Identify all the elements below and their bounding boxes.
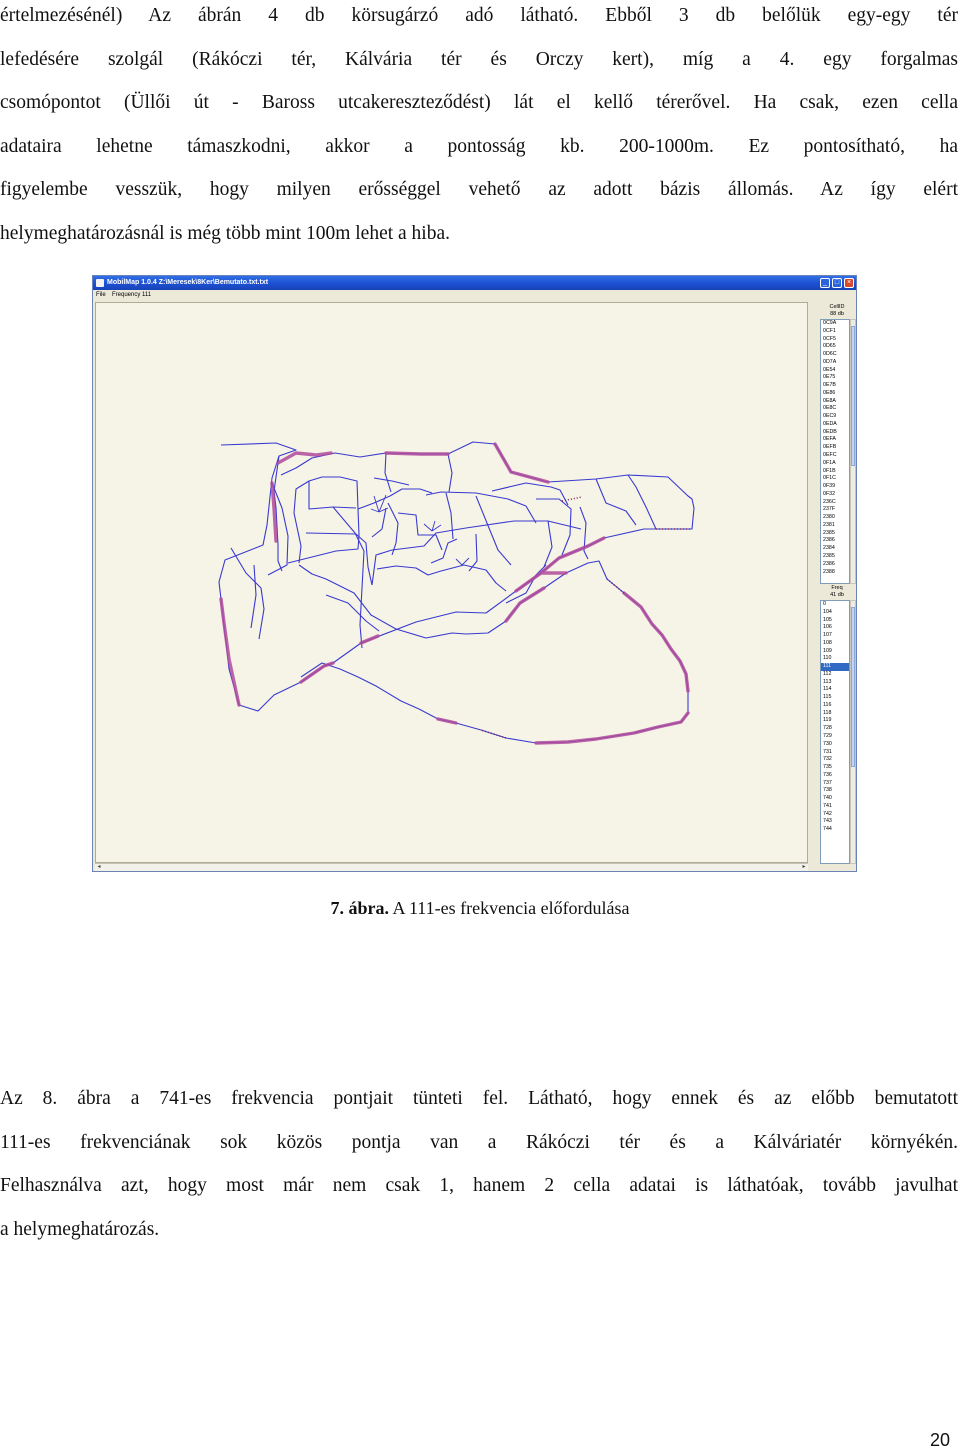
- list-item[interactable]: 108: [823, 639, 832, 646]
- route-map: [96, 303, 807, 862]
- list-item[interactable]: 0D6C: [823, 351, 837, 358]
- list-item[interactable]: 0E8C: [823, 405, 837, 412]
- text-line: csomópontot (Üllői út - Baross utcakereszteződést) lát el kellő térerővel. Ha csak, ezen cella: [0, 92, 958, 113]
- text-line: helymeghatározásnál is még több mint 100m lehet a hiba.: [0, 222, 451, 244]
- window-title: MobilMap 1.0.4 Z:\Meresek\8Ker\Bemutato.txt.txt: [107, 279, 269, 286]
- list-item[interactable]: 0F39: [823, 483, 836, 490]
- list-item[interactable]: 2388: [823, 568, 835, 575]
- text-line: Az 8. ábra a 741-es frekvencia pontjait tünteti fel. Látható, hogy ennek és az előbb bemutatott: [0, 1088, 958, 1109]
- list-item[interactable]: 2386: [823, 537, 835, 544]
- menu-file[interactable]: File: [96, 292, 106, 298]
- paragraph-2: [0, 1077, 958, 1251]
- list-item[interactable]: 0C9A: [823, 320, 837, 326]
- list-item[interactable]: 0CF1: [823, 327, 836, 334]
- list-item[interactable]: 118: [823, 709, 832, 716]
- list-item[interactable]: 116: [823, 701, 832, 708]
- text-line: figyelembe vesszük, hogy milyen erősséggel vehető az adott bázis állomás. Az így elért: [0, 179, 958, 200]
- text-line: a helymeghatározás.: [0, 1218, 160, 1240]
- list-item[interactable]: 742: [823, 810, 832, 817]
- close-icon[interactable]: ×: [844, 278, 854, 288]
- figure-caption: [0, 896, 960, 920]
- text-line: Felhasználva azt, hogy most már nem csak 1, hanem 2 cella adatai is láthatóak, tovább javulhat: [0, 1175, 958, 1196]
- minimize-icon[interactable]: _: [820, 278, 830, 288]
- list-item[interactable]: 735: [823, 764, 832, 771]
- list-item[interactable]: 112: [823, 670, 832, 677]
- text-line: 111-es frekvenciának sok közös pontja van a Rákóczi tér és a Kálváriatér környékén.: [0, 1131, 958, 1153]
- list-item[interactable]: 0EC9: [823, 413, 837, 420]
- list-item[interactable]: 111: [821, 663, 849, 671]
- list-item[interactable]: 105: [823, 616, 832, 623]
- text-line: adataira lehetne támaszkodni, akkor a pontosság kb. 200-1000m. Ez pontosítható, ha: [0, 135, 958, 157]
- window-titlebar: [93, 276, 856, 290]
- scroll-left-icon[interactable]: ◂: [97, 864, 101, 870]
- list-item[interactable]: 237F: [823, 506, 836, 513]
- list-item[interactable]: 2384: [823, 545, 835, 552]
- cellid-scrollbar[interactable]: [850, 319, 856, 584]
- list-item[interactable]: 736: [823, 771, 832, 778]
- cellid-scroll-thumb[interactable]: [851, 326, 855, 466]
- list-item[interactable]: 730: [823, 740, 832, 747]
- text-line: lefedésére szolgál (Rákóczi tér, Kálvária tér és Orczy kert), míg a 4. egy forgalmas: [0, 48, 958, 70]
- list-item[interactable]: 0F32: [823, 490, 836, 497]
- menu-bar: [93, 290, 856, 300]
- list-item[interactable]: 110: [823, 655, 832, 662]
- list-item[interactable]: 0F1B: [823, 467, 836, 474]
- freq-scrollbar[interactable]: [850, 600, 856, 864]
- list-item[interactable]: 0E86: [823, 389, 836, 396]
- list-item[interactable]: 740: [823, 795, 832, 802]
- list-item[interactable]: 0E7B: [823, 382, 836, 389]
- list-item[interactable]: 731: [823, 748, 832, 755]
- list-item[interactable]: 0F1A: [823, 459, 836, 466]
- list-item[interactable]: 741: [823, 802, 832, 809]
- list-item[interactable]: 109: [823, 647, 832, 654]
- list-item[interactable]: 113: [823, 678, 832, 685]
- frequency-111-dots: [481, 497, 692, 738]
- list-item[interactable]: 743: [823, 818, 832, 825]
- page-number: 20: [929, 1430, 950, 1450]
- text-line: értelmezésénél) Az ábrán 4 db körsugárzó adó látható. Ebből 3 db belőlük egy-egy tér: [0, 5, 958, 26]
- mobilmap-screenshot: [92, 275, 857, 872]
- freq-list[interactable]: [820, 600, 850, 864]
- map-canvas[interactable]: [95, 302, 808, 863]
- list-item[interactable]: 0EFC: [823, 452, 837, 459]
- menu-frequency[interactable]: Frequency 111: [112, 292, 152, 298]
- list-item[interactable]: 744: [823, 826, 832, 833]
- list-item[interactable]: 0F1C: [823, 475, 836, 482]
- freq-scroll-thumb[interactable]: [851, 607, 855, 767]
- list-item[interactable]: 732: [823, 756, 832, 763]
- app-icon: [96, 279, 104, 287]
- freq-title: Freq: [831, 585, 843, 591]
- list-item[interactable]: 0EDB: [823, 428, 837, 435]
- cellid-header: [820, 304, 854, 318]
- list-item[interactable]: 2380: [823, 514, 835, 521]
- freq-header: [820, 585, 854, 599]
- horizontal-scrollbar[interactable]: [95, 863, 808, 871]
- list-item[interactable]: 104: [823, 608, 832, 615]
- list-item[interactable]: 729: [823, 733, 832, 740]
- list-item[interactable]: 0D7A: [823, 358, 837, 365]
- list-item[interactable]: 0EFB: [823, 444, 837, 451]
- list-item[interactable]: 2385: [823, 529, 835, 536]
- list-item[interactable]: 728: [823, 725, 832, 732]
- list-item[interactable]: 0EDA: [823, 420, 837, 427]
- list-item[interactable]: 106: [823, 624, 832, 631]
- freq-count: 41 db: [830, 592, 844, 598]
- list-item[interactable]: 2386: [823, 560, 835, 567]
- list-item[interactable]: 738: [823, 787, 832, 794]
- cellid-title: CellID: [829, 304, 845, 310]
- cellid-list[interactable]: [820, 319, 850, 584]
- list-item[interactable]: 107: [823, 632, 832, 639]
- list-item[interactable]: 737: [823, 779, 832, 786]
- list-item[interactable]: 0CF5: [823, 335, 836, 342]
- list-item[interactable]: 0EFA: [823, 436, 836, 443]
- frequency-111-points: [221, 444, 688, 743]
- list-item[interactable]: 0D65: [823, 343, 836, 350]
- list-item[interactable]: 0E75: [823, 374, 836, 381]
- list-item[interactable]: 0E54: [823, 366, 836, 373]
- list-item[interactable]: 2381: [823, 521, 835, 528]
- maximize-icon[interactable]: □: [832, 278, 842, 288]
- caption-label: 7. ábra.: [330, 898, 389, 918]
- list-item[interactable]: 2385: [823, 552, 835, 559]
- list-item[interactable]: 236C: [823, 498, 836, 505]
- list-item[interactable]: 119: [823, 717, 832, 724]
- scroll-right-icon[interactable]: ▸: [802, 864, 806, 870]
- list-item[interactable]: 0: [823, 601, 826, 607]
- list-item[interactable]: 115: [823, 694, 832, 701]
- list-item[interactable]: 114: [823, 686, 832, 693]
- caption-text: A 111-es frekvencia előfordulása: [392, 898, 630, 918]
- cellid-count: 88 db: [830, 311, 844, 317]
- list-item[interactable]: 0E8A: [823, 397, 836, 404]
- paragraph-1: [0, 0, 958, 255]
